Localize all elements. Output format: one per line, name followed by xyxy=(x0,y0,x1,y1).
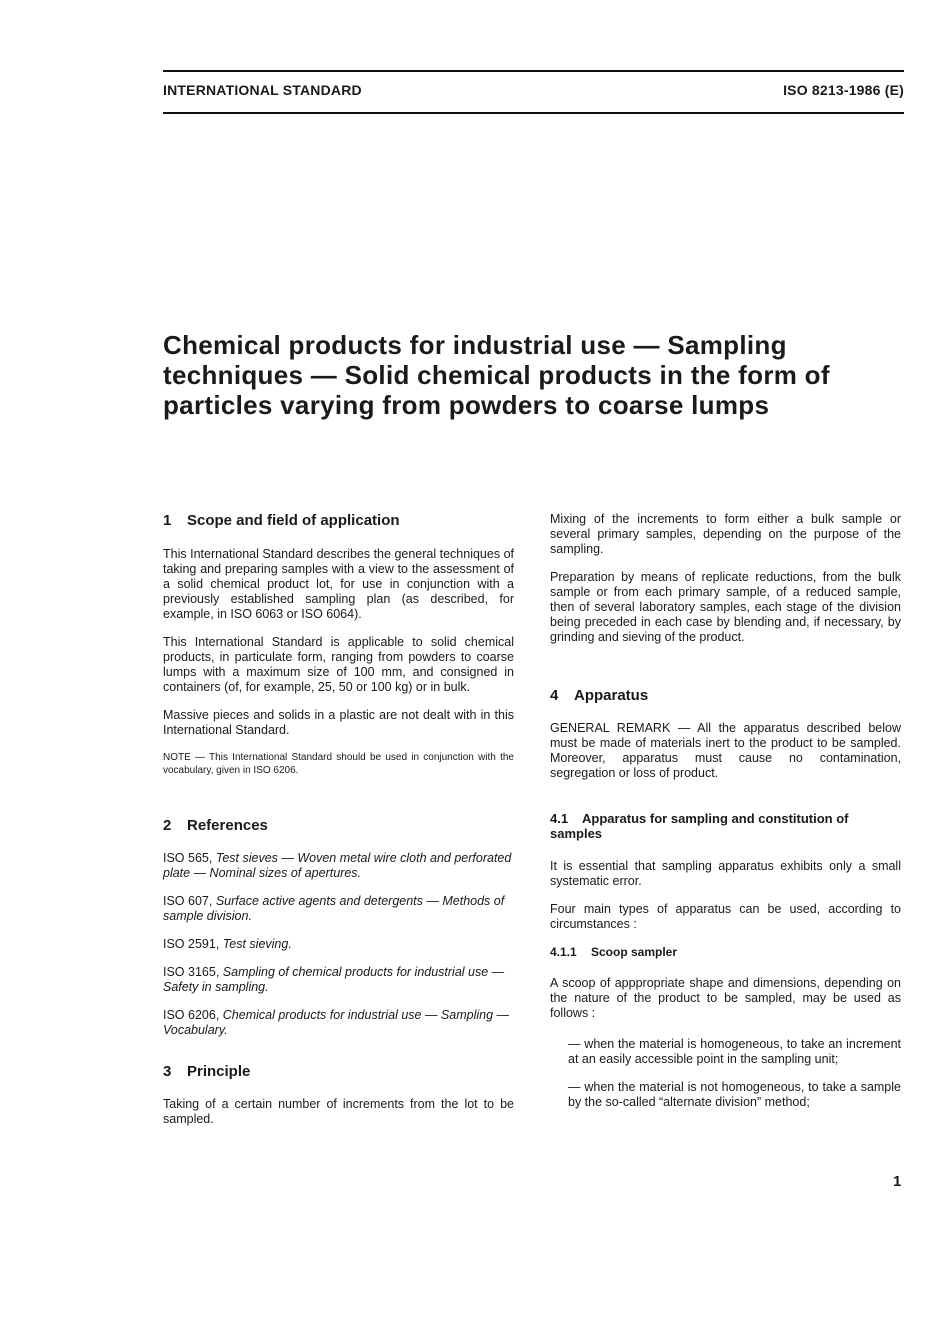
subsection-number: 4.1.1 xyxy=(550,945,577,959)
subsection-number: 4.1 xyxy=(550,811,569,826)
reference-item xyxy=(163,851,514,881)
section-number: 4 xyxy=(550,687,559,704)
subsection-title: Scoop sampler xyxy=(591,945,678,959)
general-remark: GENERAL REMARK — All the apparatus described below must be made of materials inert to the product to be sampled. Moreover, apparatus must cause no contamination, segregation or loss of product. xyxy=(550,721,901,780)
reference-item xyxy=(163,894,514,924)
reference-code: ISO 607, xyxy=(163,894,213,908)
reference-title: Chemical products for industrial use — Sampling — Vocabulary. xyxy=(163,1008,510,1037)
section-number: 1 xyxy=(163,512,172,529)
section-heading-principle xyxy=(163,1063,514,1081)
right-column xyxy=(550,512,901,1123)
paragraph: It is essential that sampling apparatus exhibits only a small systematic error. xyxy=(550,859,901,888)
dash-list-item: — when the material is homogeneous, to take an increment at an easily accessible point in the sampling unit; xyxy=(568,1037,901,1066)
paragraph: A scoop of apppropriate shape and dimensions, depending on the nature of the product to be sampled, may be used as follows : xyxy=(550,976,901,1020)
reference-item xyxy=(163,1008,514,1038)
paragraph: Four main types of apparatus can be used, according to circumstances : xyxy=(550,902,901,931)
document-title: Chemical products for industrial use — Sampling techniques — Solid chemical products in the form of particles varying from powders to coarse lumps xyxy=(163,330,830,420)
paragraph: Massive pieces and solids in a plastic are not dealt with in this International Standard. xyxy=(163,708,514,737)
reference-title: Test sieving. xyxy=(222,937,292,951)
section-title: Apparatus xyxy=(574,687,649,704)
left-column xyxy=(163,512,514,1140)
top-rule xyxy=(163,70,904,72)
header-document-number: ISO 8213-1986 (E) xyxy=(783,82,904,98)
reference-code: ISO 2591, xyxy=(163,937,220,951)
section-number: 3 xyxy=(163,1063,172,1080)
paragraph: Mixing of the increments to form either a bulk sample or several primary samples, depending on the purpose of the sampling. xyxy=(550,512,901,556)
paragraph: This International Standard describes the general techniques of taking and preparing samples with a view to the assessment of a solid chemical product lot, for use in conjunction with a previously established sampling plan (as described, for example, in ISO 6063 or ISO 6064). xyxy=(163,547,514,621)
reference-item xyxy=(163,937,514,952)
header-standard-label: INTERNATIONAL STANDARD xyxy=(163,82,362,98)
note: NOTE — This International Standard should be used in conjunction with the vocabulary, given in ISO 6206. xyxy=(163,752,514,776)
paragraph: This International Standard is applicable to solid chemical products, in particulate form, ranging from powders to coarse lumps with a maximum size of 100 mm, and consigned in containers (of, for example, 25, 50 or 100 kg) or in bulk. xyxy=(163,635,514,694)
section-heading-references xyxy=(163,817,514,835)
section-heading-scope xyxy=(163,512,514,530)
subsection-heading-4-1 xyxy=(550,811,901,841)
reference-title: Test sieves — Woven metal wire cloth and perforated plate — Nominal sizes of apertures. xyxy=(163,851,512,880)
section-number: 2 xyxy=(163,817,172,834)
page-number: 1 xyxy=(893,1173,902,1190)
header-rule xyxy=(163,112,904,114)
paragraph: Taking of a certain number of increments from the lot to be sampled. xyxy=(163,1097,514,1126)
section-heading-apparatus xyxy=(550,687,901,705)
reference-item xyxy=(163,965,514,995)
section-title: Scope and field of application xyxy=(187,512,400,529)
reference-code: ISO 3165, xyxy=(163,965,220,979)
subsection-title: Apparatus for sampling and constitution of samples xyxy=(550,811,849,841)
reference-title: Sampling of chemical products for industrial use — Safety in sampling. xyxy=(163,965,505,994)
section-title: Principle xyxy=(187,1063,251,1080)
reference-code: ISO 6206, xyxy=(163,1008,220,1022)
section-title: References xyxy=(187,817,268,834)
paragraph: Preparation by means of replicate reductions, from the bulk sample or from each primary sample, of a reduced sample, then of several laboratory samples, each stage of the division being preceded in each case by blending and, if necessary, by grinding and sieving of the product. xyxy=(550,570,901,644)
reference-title: Surface active agents and detergents — Methods of sample division. xyxy=(163,894,505,923)
reference-code: ISO 565, xyxy=(163,851,213,865)
dash-list-item: — when the material is not homogeneous, to take a sample by the so-called “alternate division” method; xyxy=(568,1080,901,1109)
subsection-heading-4-1-1 xyxy=(550,945,901,960)
